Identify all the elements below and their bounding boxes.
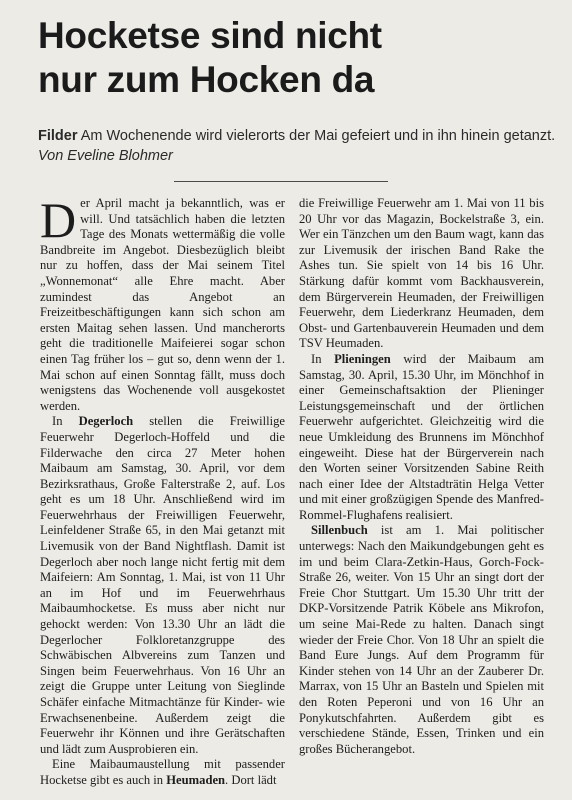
paragraph-plieningen-lead-in: In	[311, 351, 335, 366]
place-plieningen: Plieningen	[334, 351, 391, 366]
place-degerloch: Degerloch	[78, 414, 134, 429]
place-heumaden: Heumaden	[166, 772, 226, 787]
article-column-left	[40, 192, 286, 789]
paragraph-degerloch-text: stellen die Freiwillige Feuerwehr Degerloch-Hoffeld und die Filderwache den circa 27 Meter hohen Maibaum am Samstag, 30. April, vor dem Bezirksrathaus, Große Falterstraße 2, auf. Los geht es um 18 Uhr. Anschließend wird im Feuerwehrhaus der Freiwilligen Feuerwehr, Leinfeldener Straße 65, in den Mai getanzt mit Livemusik von der Band Nightflash. Damit ist Degerloch aber noch lange nicht fertig mit dem Maifeiern: Am Sonntag, 1. Mai, ist von 11 Uhr an im Hof und im Feuerwehrhaus Maibaumhocketse. Es muss aber nicht nur gehockt werden: Von 13.30 Uhr an lädt die Degerlocher Folkloretanzgruppe des Schwäbischen Albvereins zum Tanzen und Singen beim Feuerwehrhaus. Von 16 Uhr an zeigt die Gruppe unter Leitung von Sieglinde Schäfer einfache Mitmachtänze für Kinder- wie Erwachsenenbeine. Außerdem zeigt die Feuerwehr ihr Können und ihre Gerätschaften und lädt zum Ausprobieren ein.	[40, 414, 286, 756]
headline-line-1: Hocketse sind nicht	[38, 15, 382, 56]
byline: Von Eveline Blohmer	[38, 148, 173, 164]
headline-line-2: nur zum Hocken da	[38, 59, 375, 100]
paragraph-degerloch	[40, 414, 285, 757]
paragraph-heumaden-start	[40, 757, 285, 788]
lead-kicker: Filder	[38, 128, 78, 144]
paragraph-degerloch-lead-in: In	[52, 414, 79, 429]
paragraph-plieningen	[299, 352, 544, 524]
place-sillenbuch: Sillenbuch	[311, 523, 368, 538]
paragraph-sillenbuch	[299, 523, 544, 757]
paragraph-intro-text: er April macht ja bekanntlich, was er will. Und tatsächlich haben die letzten Tage des Monats wettermäßig die volle Bandbreite im Angebot. Diesbezüglich bleibt nur zu hoffen, dass der Mai seinem Titel „Wonnemonat“ alle Ehre macht. Aber zumindest das Angebot an Freizeitbeschäftigungen kann sich schon am ersten Maitag sehen lassen. Und mancherorts geht die traditionelle Maifeierei sogar schon einen Tag früher los – gut so, denn wenn der 1. Mai schon auf einen Sonntag fällt, muss doch wenigstens das Wochenende voll ausgekostet werden.	[40, 196, 285, 413]
paragraph-heumaden-continued: die Freiwillige Feuerwehr am 1. Mai von 11 bis 20 Uhr vor das Magazin, Bockelstraße 3, ein. Wer ein Tänzchen um den Baum wagt, kann das zur Livemusik der irischen Band Rake the Ashes tun. Sie spielt von 14 bis 16 Uhr. Stärkung dafür kommt vom Backhausverein, dem Bürgerverein Heumaden, der Freiwilligen Feuerwehr, dem Liederkranz Heumaden, dem Obst- und Gartenbauverein Heumaden und dem TSV Heumaden.	[299, 196, 544, 351]
paragraph-heumaden-lead-in: Eine Maibaumaustellung mit passender Hocketse gibt es auch in	[40, 757, 285, 787]
article-column-right	[299, 196, 544, 757]
lead-paragraph	[38, 126, 558, 166]
lead-text: Am Wochenende wird vielerorts der Mai gefeiert und in ihn hinein getanzt.	[77, 128, 556, 144]
drop-cap: D	[40, 192, 77, 248]
headline	[38, 14, 558, 102]
paragraph-sillenbuch-text: ist am 1. Mai politischer unterwegs: Nach den Maikundgebungen geht es im und beim Clara-Zetkin-Haus, Gorch-Fock-Straße 26, weiter. Von 15 Uhr an singt dort der Freie Chor Stuttgart. Um 15.30 Uhr tritt der DKP-Vorsitzende Patrik Köbele ans Mikrofon, um seine Mai-Rede zu halten. Danach singt wieder der Freie Chor. Von 18 Uhr an spielt die Band Eure Jungs. Auf dem Programm für Kinder stehen von 14 Uhr an der Zauberer Dr. Marrax, von 15 Uhr an Basteln und Spielen mit den Roten Peperoni und von 16 Uhr an Ponykutschfahrten. Außerdem gibt es verschiedene Stände, Essen, Trinken und ein großes Bücherangebot.	[299, 523, 544, 756]
paragraph-plieningen-text: wird der Maibaum am Samstag, 30. April, 15.30 Uhr, im Mönchhof in einer Gemeinschaftsaktion der Plieninger Leistungsgemeinschaft und der örtlichen Feuerwehr aufgerichtet. Gleichzeitig wird die neue Umkleidung des Brunnens im Mönchhof eingeweiht. Diese hat der Bürgerverein nach den Worten seiner Vorsitzenden Sabine Reith nach einer Idee der Altstadträtin Helga Vetter und mit einer großzügigen Spende des Manfred-Rommel-Flughafens realisiert.	[299, 351, 544, 522]
paragraph-intro	[40, 192, 285, 414]
divider-rule	[174, 181, 388, 182]
paragraph-heumaden-text: . Dort lädt	[225, 772, 277, 787]
